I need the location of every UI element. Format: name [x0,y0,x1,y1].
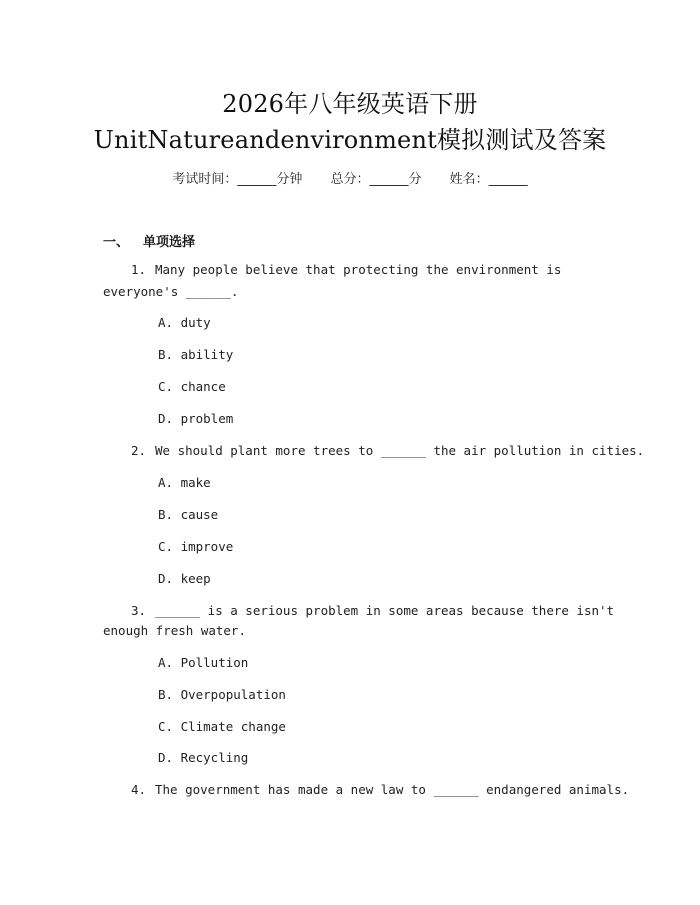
question-1 [131,262,561,277]
question-number: 1. [131,262,147,277]
option-d: D. keep [158,571,211,586]
question-3 [131,603,614,618]
question-number: 3. [131,603,147,618]
option-c: C. improve [158,539,234,554]
option-b: B. Overpopulation [158,687,286,702]
option-b: B. ability [158,347,234,362]
question-text: We should plant more trees to ______ the air pollution in cities. [155,443,645,458]
question-number: 2. [131,443,147,458]
option-a: A. make [158,475,211,490]
exam-name: 姓名：______ [449,172,528,187]
section-heading [103,231,195,250]
question-4 [131,782,629,797]
option-c: C. Climate change [158,719,286,734]
exam-time: 考试时间：______分钟 [172,172,303,187]
option-d: D. Recycling [158,750,249,765]
question-2 [131,443,644,458]
option-b: B. cause [158,507,219,522]
section-number: 一、 [103,235,130,250]
question-text: The government has made a new law to ______ endangered animals. [155,782,630,797]
document-title-line2: UnitNatureandenvironment模拟测试及答案 [93,126,607,154]
document-title-line1: 2026年八年级英语下册 [222,90,478,118]
question-number: 4. [131,782,147,797]
exam-score: 总分：______分 [330,172,422,187]
option-c: C. chance [158,379,226,394]
option-a: A. duty [158,315,211,330]
option-d: D. problem [158,411,234,426]
question-text: Many people believe that protecting the environment is [155,262,562,277]
option-a: A. Pollution [158,655,249,670]
question-3-line2: enough fresh water. [103,623,246,638]
question-1-line2: everyone's ______. [103,284,239,299]
question-text: ______ is a serious problem in some areas because there isn't [155,603,615,618]
section-title: 单项选择 [143,235,196,250]
exam-meta [0,168,700,187]
